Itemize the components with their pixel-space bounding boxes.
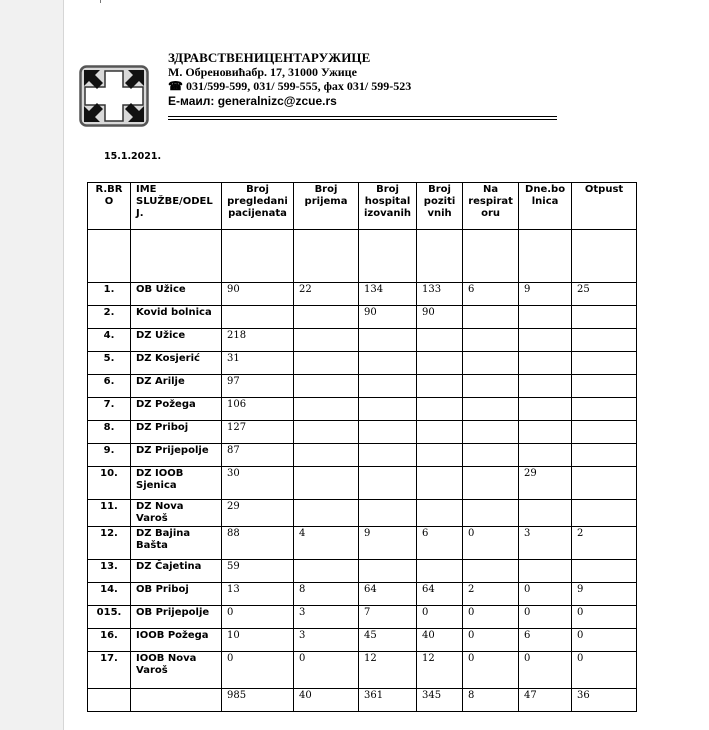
table-row bbox=[88, 500, 637, 527]
table-row bbox=[88, 467, 637, 500]
service-name-cell: DZ IOOB Sjenica bbox=[131, 467, 222, 500]
row-number-cell: 16. bbox=[88, 629, 131, 652]
value-cell: 90 bbox=[359, 306, 417, 329]
value-cell: 3 bbox=[294, 606, 359, 629]
total-value-cell: 345 bbox=[417, 689, 463, 712]
value-cell: 0 bbox=[519, 583, 572, 606]
table-cell bbox=[88, 230, 131, 283]
table-cell bbox=[417, 230, 463, 283]
value-cell bbox=[294, 500, 359, 527]
table-row bbox=[88, 527, 637, 560]
value-cell bbox=[463, 500, 519, 527]
value-cell bbox=[572, 560, 637, 583]
value-cell bbox=[463, 306, 519, 329]
value-cell bbox=[519, 352, 572, 375]
row-number-cell: 4. bbox=[88, 329, 131, 352]
row-number-cell: 9. bbox=[88, 444, 131, 467]
service-name-cell: DZ Kosjerić bbox=[131, 352, 222, 375]
service-name-cell: DZ Užice bbox=[131, 329, 222, 352]
value-cell bbox=[519, 375, 572, 398]
value-cell: 2 bbox=[463, 583, 519, 606]
value-cell: 30 bbox=[222, 467, 294, 500]
header-cell: Broj hospital izovanih bbox=[359, 183, 417, 230]
value-cell bbox=[463, 329, 519, 352]
service-name-cell: DZ Priboj bbox=[131, 421, 222, 444]
value-cell bbox=[417, 375, 463, 398]
service-name-cell: Kovid bolnica bbox=[131, 306, 222, 329]
value-cell bbox=[572, 500, 637, 527]
value-cell: 9 bbox=[572, 583, 637, 606]
value-cell: 64 bbox=[417, 583, 463, 606]
value-cell: 133 bbox=[417, 283, 463, 306]
table-row bbox=[88, 352, 637, 375]
table-row bbox=[88, 329, 637, 352]
value-cell bbox=[463, 398, 519, 421]
table-cell bbox=[572, 230, 637, 283]
value-cell bbox=[572, 352, 637, 375]
letterhead-rule-top bbox=[168, 116, 557, 117]
table-row bbox=[88, 306, 637, 329]
table-row bbox=[88, 421, 637, 444]
page-gutter bbox=[0, 0, 64, 730]
table-cell bbox=[222, 230, 294, 283]
service-name-cell: OB Užice bbox=[131, 283, 222, 306]
value-cell: 22 bbox=[294, 283, 359, 306]
value-cell bbox=[359, 560, 417, 583]
value-cell bbox=[417, 329, 463, 352]
value-cell: 0 bbox=[519, 652, 572, 689]
table-cell bbox=[88, 689, 131, 712]
value-cell: 45 bbox=[359, 629, 417, 652]
row-number-cell: 17. bbox=[88, 652, 131, 689]
value-cell: 25 bbox=[572, 283, 637, 306]
value-cell bbox=[359, 375, 417, 398]
table-row bbox=[88, 560, 637, 583]
letterhead-rule-bottom bbox=[168, 119, 557, 120]
value-cell bbox=[572, 375, 637, 398]
value-cell: 7 bbox=[359, 606, 417, 629]
value-cell: 90 bbox=[222, 283, 294, 306]
totals-row bbox=[88, 689, 637, 712]
total-value-cell: 985 bbox=[222, 689, 294, 712]
value-cell bbox=[417, 560, 463, 583]
table-row bbox=[88, 283, 637, 306]
value-cell bbox=[463, 467, 519, 500]
value-cell bbox=[359, 421, 417, 444]
value-cell bbox=[463, 560, 519, 583]
value-cell bbox=[463, 352, 519, 375]
header-cell: Dne.bo lnica bbox=[519, 183, 572, 230]
table-row bbox=[88, 629, 637, 652]
service-name-cell: DZ Požega bbox=[131, 398, 222, 421]
value-cell bbox=[519, 306, 572, 329]
table-row bbox=[88, 375, 637, 398]
service-name-cell: IOOB Nova Varoš bbox=[131, 652, 222, 689]
value-cell: 0 bbox=[572, 606, 637, 629]
value-cell: 0 bbox=[463, 527, 519, 560]
table-row bbox=[88, 583, 637, 606]
value-cell bbox=[463, 375, 519, 398]
value-cell: 127 bbox=[222, 421, 294, 444]
value-cell: 0 bbox=[222, 606, 294, 629]
value-cell bbox=[359, 467, 417, 500]
value-cell: 0 bbox=[572, 629, 637, 652]
value-cell: 97 bbox=[222, 375, 294, 398]
value-cell bbox=[463, 444, 519, 467]
total-value-cell: 47 bbox=[519, 689, 572, 712]
table-cell bbox=[131, 230, 222, 283]
value-cell: 3 bbox=[294, 629, 359, 652]
total-value-cell: 361 bbox=[359, 689, 417, 712]
ruler-tick bbox=[100, 0, 101, 3]
row-number-cell: 6. bbox=[88, 375, 131, 398]
table-cell bbox=[131, 689, 222, 712]
table-row bbox=[88, 444, 637, 467]
value-cell bbox=[294, 306, 359, 329]
value-cell bbox=[294, 398, 359, 421]
value-cell: 2 bbox=[572, 527, 637, 560]
service-name-cell: DZ Nova Varoš bbox=[131, 500, 222, 527]
value-cell: 218 bbox=[222, 329, 294, 352]
value-cell: 0 bbox=[572, 652, 637, 689]
value-cell: 106 bbox=[222, 398, 294, 421]
row-number-cell: 12. bbox=[88, 527, 131, 560]
header-cell: Otpust bbox=[572, 183, 637, 230]
row-number-cell: 015. bbox=[88, 606, 131, 629]
value-cell bbox=[519, 560, 572, 583]
institution-name: ЗДРАВСТВЕНИЦЕНТАРУЖИЦЕ bbox=[168, 50, 371, 65]
row-number-cell: 10. bbox=[88, 467, 131, 500]
header-cell: Broj pregledani pacijenata bbox=[222, 183, 294, 230]
value-cell bbox=[359, 444, 417, 467]
institution-email: Е-маил: generalnizc@zcue.rs bbox=[168, 94, 337, 108]
report-table bbox=[87, 182, 637, 712]
value-cell: 4 bbox=[294, 527, 359, 560]
institution-phone: ☎ 031/599-599, 031/ 599-555, фах 031/ 599-523 bbox=[168, 79, 412, 93]
total-value-cell: 8 bbox=[463, 689, 519, 712]
value-cell bbox=[294, 467, 359, 500]
value-cell: 31 bbox=[222, 352, 294, 375]
header-cell: R.BR O bbox=[88, 183, 131, 230]
value-cell: 64 bbox=[359, 583, 417, 606]
value-cell: 6 bbox=[417, 527, 463, 560]
value-cell bbox=[417, 500, 463, 527]
table-cell bbox=[519, 230, 572, 283]
value-cell bbox=[519, 329, 572, 352]
value-cell bbox=[572, 306, 637, 329]
institution-address: М. Обреновићабр. 17, 31000 Ужице bbox=[168, 65, 357, 79]
value-cell: 0 bbox=[417, 606, 463, 629]
service-name-cell: DZ Čajetina bbox=[131, 560, 222, 583]
header-cell: Na respirat oru bbox=[463, 183, 519, 230]
value-cell bbox=[294, 352, 359, 375]
table-row-blank bbox=[88, 230, 637, 283]
value-cell: 9 bbox=[519, 283, 572, 306]
value-cell bbox=[572, 467, 637, 500]
value-cell: 3 bbox=[519, 527, 572, 560]
row-number-cell: 11. bbox=[88, 500, 131, 527]
value-cell bbox=[359, 500, 417, 527]
row-number-cell: 2. bbox=[88, 306, 131, 329]
value-cell: 90 bbox=[417, 306, 463, 329]
value-cell bbox=[417, 444, 463, 467]
value-cell bbox=[294, 421, 359, 444]
value-cell: 6 bbox=[463, 283, 519, 306]
row-number-cell: 7. bbox=[88, 398, 131, 421]
value-cell: 6 bbox=[519, 629, 572, 652]
value-cell: 0 bbox=[463, 606, 519, 629]
value-cell bbox=[359, 398, 417, 421]
header-cell: IME SLUŽBE/ODEL J. bbox=[131, 183, 222, 230]
service-name-cell: DZ Arilje bbox=[131, 375, 222, 398]
value-cell: 29 bbox=[519, 467, 572, 500]
value-cell: 13 bbox=[222, 583, 294, 606]
total-value-cell: 36 bbox=[572, 689, 637, 712]
value-cell bbox=[572, 421, 637, 444]
value-cell: 0 bbox=[519, 606, 572, 629]
value-cell bbox=[519, 421, 572, 444]
value-cell bbox=[572, 444, 637, 467]
value-cell bbox=[519, 500, 572, 527]
table-header-row bbox=[88, 183, 637, 230]
value-cell: 88 bbox=[222, 527, 294, 560]
value-cell bbox=[359, 329, 417, 352]
value-cell: 0 bbox=[463, 629, 519, 652]
medical-cross-arrows-logo-icon bbox=[79, 65, 149, 127]
value-cell: 29 bbox=[222, 500, 294, 527]
value-cell bbox=[294, 329, 359, 352]
service-name-cell: OB Priboj bbox=[131, 583, 222, 606]
value-cell: 59 bbox=[222, 560, 294, 583]
value-cell bbox=[572, 329, 637, 352]
value-cell bbox=[519, 444, 572, 467]
table-row bbox=[88, 606, 637, 629]
table-row bbox=[88, 398, 637, 421]
header-cell: Broj poziti vnih bbox=[417, 183, 463, 230]
value-cell: 12 bbox=[359, 652, 417, 689]
value-cell bbox=[463, 421, 519, 444]
value-cell bbox=[359, 352, 417, 375]
table-row bbox=[88, 652, 637, 689]
value-cell: 9 bbox=[359, 527, 417, 560]
value-cell: 40 bbox=[417, 629, 463, 652]
value-cell: 8 bbox=[294, 583, 359, 606]
row-number-cell: 14. bbox=[88, 583, 131, 606]
value-cell bbox=[572, 398, 637, 421]
service-name-cell: OB Prijepolje bbox=[131, 606, 222, 629]
value-cell: 12 bbox=[417, 652, 463, 689]
row-number-cell: 13. bbox=[88, 560, 131, 583]
table-cell bbox=[359, 230, 417, 283]
value-cell: 10 bbox=[222, 629, 294, 652]
value-cell bbox=[294, 560, 359, 583]
value-cell bbox=[294, 375, 359, 398]
value-cell bbox=[222, 306, 294, 329]
table-cell bbox=[294, 230, 359, 283]
letterhead bbox=[168, 50, 568, 109]
table-cell bbox=[463, 230, 519, 283]
service-name-cell: DZ Bajina Bašta bbox=[131, 527, 222, 560]
total-value-cell: 40 bbox=[294, 689, 359, 712]
row-number-cell: 8. bbox=[88, 421, 131, 444]
value-cell bbox=[417, 352, 463, 375]
header-cell: Broj prijema bbox=[294, 183, 359, 230]
value-cell bbox=[417, 467, 463, 500]
value-cell: 0 bbox=[463, 652, 519, 689]
row-number-cell: 1. bbox=[88, 283, 131, 306]
value-cell: 87 bbox=[222, 444, 294, 467]
value-cell bbox=[417, 421, 463, 444]
value-cell bbox=[417, 398, 463, 421]
document-date: 15.1.2021. bbox=[104, 151, 162, 162]
row-number-cell: 5. bbox=[88, 352, 131, 375]
value-cell bbox=[294, 444, 359, 467]
table-body bbox=[88, 230, 637, 712]
value-cell: 134 bbox=[359, 283, 417, 306]
service-name-cell: DZ Prijepolje bbox=[131, 444, 222, 467]
value-cell: 0 bbox=[294, 652, 359, 689]
value-cell bbox=[519, 398, 572, 421]
value-cell: 0 bbox=[222, 652, 294, 689]
service-name-cell: IOOB Požega bbox=[131, 629, 222, 652]
